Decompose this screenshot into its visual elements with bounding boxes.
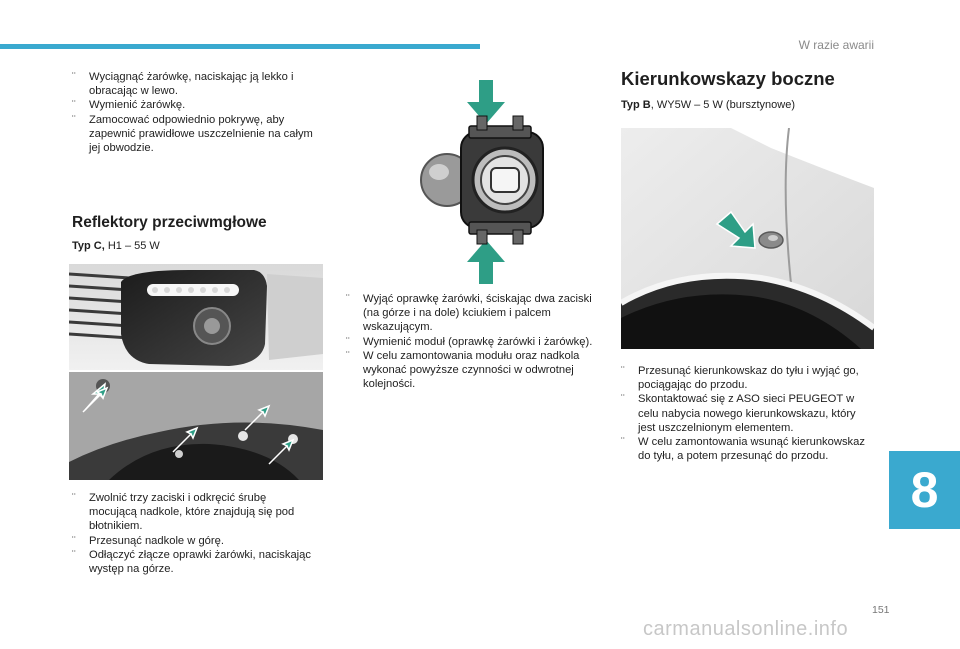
chapter-number: 8	[910, 462, 939, 518]
bullet-list-middle	[346, 292, 601, 391]
fog-lights-heading: Reflektory przeciwmgłowe	[72, 214, 267, 231]
bullet-list-bottom	[72, 491, 317, 576]
type-code: Typ C,	[72, 240, 105, 252]
side-indicator-photo	[621, 128, 874, 349]
wheel-arch-photo	[69, 372, 323, 480]
header-accent-bar	[0, 44, 480, 49]
side-indicators-heading: Kierunkowskazy boczne	[621, 68, 835, 89]
list-item: ¨ Skontaktować się z ASO sieci PEUGEOT w celu nabycia nowego kierunkowskazu, który jest uszczelnionym elementem.	[621, 392, 873, 435]
list-item: ¨ Zwolnić trzy zaciski i odkręcić śrubę mocującą nadkole, które znajdują się pod błotnikiem.	[72, 491, 317, 534]
type-spec: , WY5W – 5 W (bursztynowe)	[650, 99, 796, 111]
section-title: W razie awarii	[798, 38, 874, 52]
list-item: ¨ Wyjąć oprawkę żarówki, ściskając dwa zaciski (na górze i na dole) kciukiem i palcem wskazującym.	[346, 292, 601, 335]
bullet-list-top	[72, 70, 317, 155]
list-item: ¨ Odłączyć złącze oprawki żarówki, naciskając występ na górze.	[72, 548, 317, 576]
bullet-list-right	[621, 364, 873, 463]
list-item: ¨ Przesunąć nadkole w górę.	[72, 534, 317, 548]
list-item: ¨ Wymienić żarówkę.	[72, 98, 317, 112]
fog-lights-type	[72, 240, 160, 252]
list-item: ¨ W celu zamontowania modułu oraz nadkola wykonać powyższe czynności w odwrotnej kolejności.	[346, 349, 601, 392]
side-indicators-type	[621, 99, 795, 111]
list-item: ¨ W celu zamontowania wsunąć kierunkowskaz do tyłu, a potem przesunąć do przodu.	[621, 435, 873, 463]
type-spec: H1 – 55 W	[104, 240, 160, 252]
type-code: Typ B	[621, 99, 651, 111]
watermark: carmanualsonline.info	[643, 618, 849, 640]
fog-lamp-photo	[69, 264, 323, 370]
list-item: ¨ Wyciągnąć żarówkę, naciskając ją lekko i obracając w lewo.	[72, 70, 317, 98]
page-number: 151	[872, 604, 890, 616]
list-item: ¨ Wymienić moduł (oprawkę żarówki i żarówkę).	[346, 335, 601, 349]
arrow-up-icon	[467, 240, 505, 284]
list-item: ¨ Zamocować odpowiednio pokrywę, aby zapewnić prawidłowe uszczelnienie na całym jej obwodzie.	[72, 113, 317, 156]
bulb-holder-diagram	[415, 76, 563, 286]
list-item: ¨ Przesunąć kierunkowskaz do tyłu i wyjąć go, pociągając do przodu.	[621, 364, 873, 392]
